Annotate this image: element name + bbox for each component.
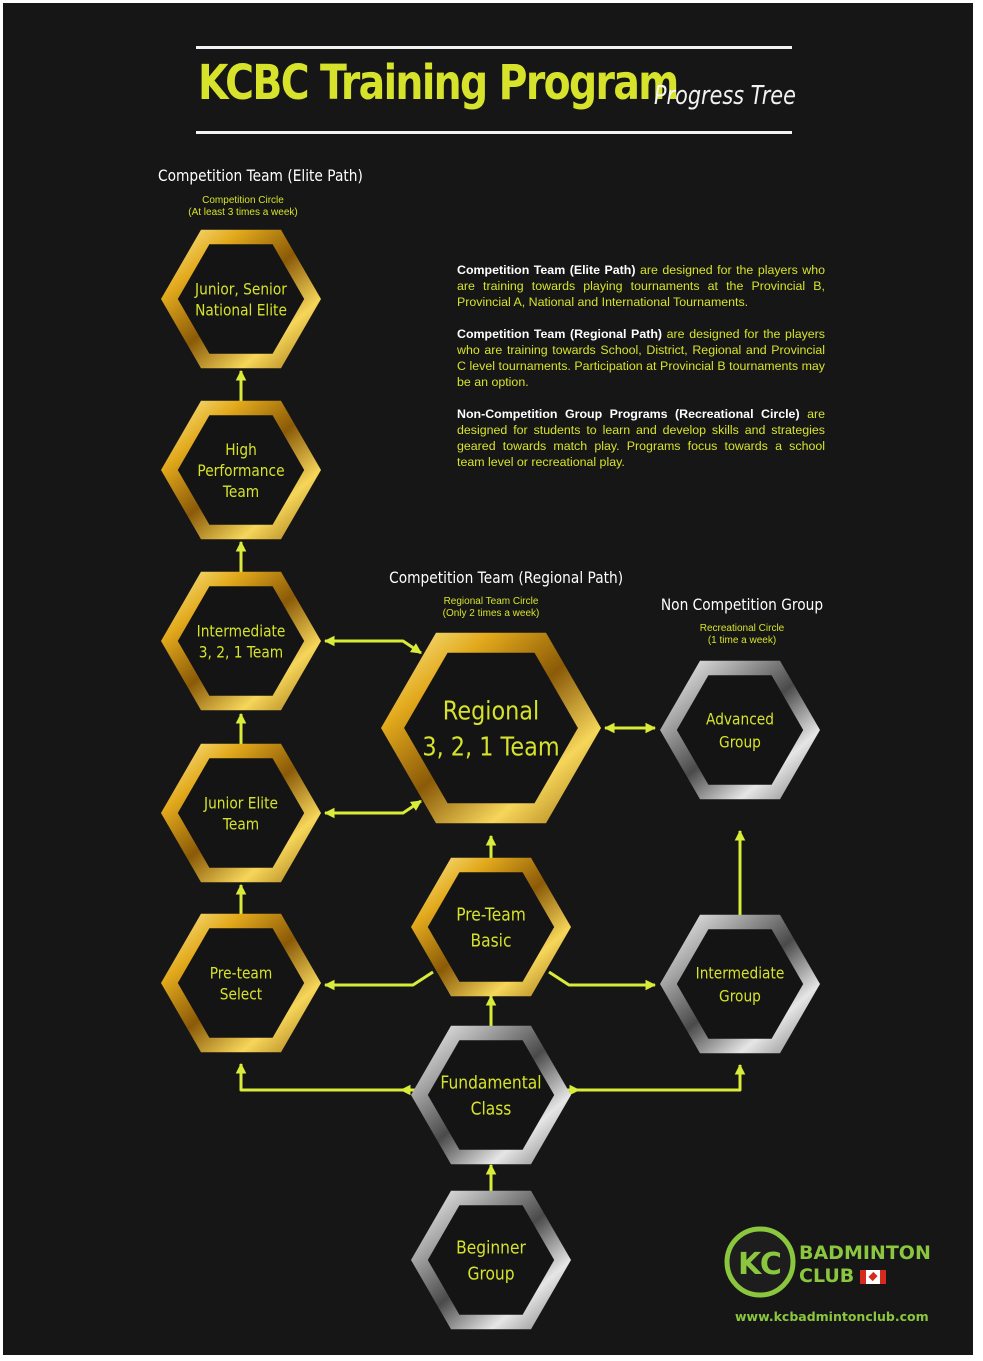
node-label-line: Class [470,1097,512,1119]
node-junior-elite [161,744,321,883]
description-recreational-title: Non-Competition Group Programs (Recreational Circle) [457,407,800,421]
description-regional-title: Competition Team (Regional Path) [457,327,663,341]
description-elite-text: are designed for the players who are training towards playing tournaments at the Provincial B, Provincial A, National and International Tournaments. [457,263,825,309]
logo-text-line1: BADMINTON [799,1242,931,1264]
connector-junior-elite-regional [325,801,421,813]
connector-fundamental-to-select [241,1064,411,1090]
node-fundamental [411,1026,571,1165]
regional-circle-name: Regional Team Circle [443,596,539,607]
elite-path-heading: Competition Team (Elite Path) [158,166,363,185]
connector-fundamental-to-intermediate-group [571,1065,740,1090]
node-intermediate-group [660,915,820,1054]
node-label-line: Pre-Team [456,903,526,925]
page-title: KCBC Training Program [198,55,678,111]
node-label-line: Team [222,814,260,834]
node-label-line: Regional [442,694,540,726]
description-recreational-text: are designed for students to learn and develop skills and strategies geared towards match play. Programs focus towards a school team level or recreational play. [457,407,825,469]
node-label-line: Team [222,481,260,502]
node-label-line: Junior, Senior [195,279,287,299]
maple-leaf-icon [868,1272,877,1281]
node-label-line: 3, 2, 1 Team [422,730,560,762]
node-label-line: Advanced [706,709,774,729]
node-label-line: Select [219,984,263,1004]
node-pre-team-basic [411,858,571,997]
website-link[interactable]: www.kcbadmintonclub.com [735,1309,929,1324]
noncomp-heading: Non Competition Group [660,595,824,614]
noncomp-circle-name: Recreational Circle [699,623,785,634]
node-label-line: Junior Elite [204,793,278,813]
program-nodes [161,230,820,1330]
node-label-line: Group [467,1262,515,1284]
node-beginner [411,1191,571,1330]
connector-intermediate-regional [325,641,421,653]
flag-center [866,1270,880,1284]
node-regional-team [381,633,601,824]
node-label-line: Performance [197,460,285,481]
node-advanced [660,661,820,800]
node-junior-senior [161,230,321,369]
connector-basic-to-select [325,972,433,985]
regional-circle-frequency: (Only 2 times a week) [442,608,540,619]
node-label-line: Group [719,986,761,1006]
regional-path-heading: Competition Team (Regional Path) [389,568,624,587]
canada-flag-icon [860,1270,886,1284]
node-label-line: Intermediate [695,963,785,983]
node-high-performance [161,401,321,540]
node-label-line: Group [719,732,761,752]
node-label-line: Intermediate [196,621,286,641]
description-elite-title: Competition Team (Elite Path) [457,263,636,277]
page-subtitle: Progress Tree [654,81,796,111]
progress-tree-diagram [3,3,973,1355]
node-label-line: Fundamental [440,1071,542,1093]
noncomp-circle-frequency: (1 time a week) [707,635,777,646]
node-label-line: 3, 2, 1 Team [198,642,284,662]
elite-circle-frequency: (At least 3 times a week) [188,207,298,218]
node-label-line: High [225,439,257,460]
node-label-line: Pre-team [209,963,273,983]
connector-basic-to-intermediate-group [549,972,655,985]
node-label-line: Basic [470,929,512,951]
logo-text-line2: CLUB [799,1265,855,1287]
description-regional-text: are designed for the players who are training towards School, District, Regional and Provincial C level tournaments. Participation at Provincial B tournaments may be an option. [457,327,826,389]
logo-initials: KC [738,1247,782,1282]
node-intermediate-team [161,572,321,711]
node-label-line: National Elite [195,300,287,320]
node-label-line: Beginner [456,1236,526,1258]
node-pre-team-select [161,914,321,1053]
poster [3,3,973,1355]
elite-circle-name: Competition Circle [202,195,284,206]
